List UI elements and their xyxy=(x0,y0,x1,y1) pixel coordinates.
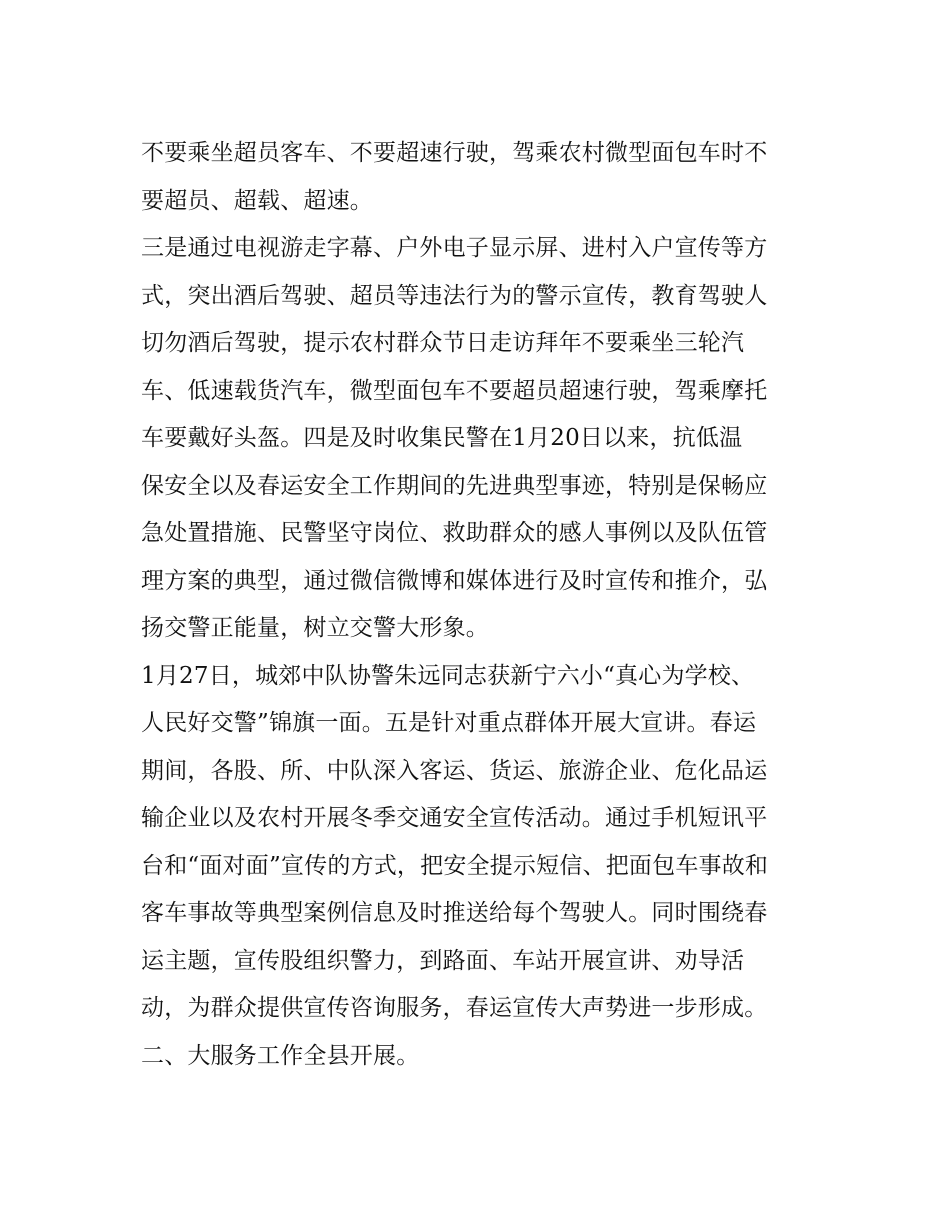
text-line: 三是通过电视游走字幕、户外电子显示屏、进村入户宣传等方 xyxy=(141,235,768,261)
text-line: 输企业以及农村开展冬季交通安全宣传活动。通过手机短讯平 xyxy=(141,805,768,831)
text-line: 要超员、超载、超速。 xyxy=(141,187,373,214)
text-line: 扬交警正能量，树立交警大形象。 xyxy=(141,615,489,641)
text-line: 客车事故等典型案例信息及时推送给每个驾驶人。同时围绕春 xyxy=(141,900,768,926)
text-line: 式，突出酒后驾驶、超员等违法行为的警示宣传，教育驾驶人 xyxy=(141,282,768,309)
body-text xyxy=(141,130,821,1080)
section-heading: 二、大服务工作全县开展。 xyxy=(141,1042,420,1069)
text-line: 人民好交警”锦旗一面。五是针对重点群体开展大宣讲。春运 xyxy=(141,710,757,736)
text-line: 动，为群众提供宣传咨询服务，春运宣传大声势进一步形成。 xyxy=(141,995,768,1021)
text-line: 期间，各股、所、中队深入客运、货运、旅游企业、危化品运 xyxy=(141,757,768,784)
text-line: 台和“面对面”宣传的方式，把安全提示短信、把面包车事故和 xyxy=(141,852,769,879)
text-line: 车要戴好头盔。四是及时收集民警在1月20日以来，抗低温 xyxy=(141,425,743,451)
text-line: 运主题，宣传股组织警力，到路面、车站开展宣讲、劝导活 xyxy=(141,947,745,974)
text-line: 保安全以及春运安全工作期间的先进典型事迹，特别是保畅应 xyxy=(141,472,768,499)
text-line: 车、低速载货汽车，微型面包车不要超员超速行驶，驾乘摩托 xyxy=(141,377,768,404)
text-line: 急处置措施、民警坚守岗位、救助群众的感人事例以及队伍管 xyxy=(141,520,768,546)
text-line: 切勿酒后驾驶，提示农村群众节日走访拜年不要乘坐三轮汽 xyxy=(141,330,745,356)
text-line: 不要乘坐超员客车、不要超速行驶，驾乘农村微型面包车时不 xyxy=(141,140,768,166)
text-line: 1月27日，城郊中队协警朱远同志获新宁六小“真心为学校、 xyxy=(141,662,755,689)
text-line: 理方案的典型，通过微信微博和媒体进行及时宣传和推介，弘 xyxy=(141,567,768,594)
